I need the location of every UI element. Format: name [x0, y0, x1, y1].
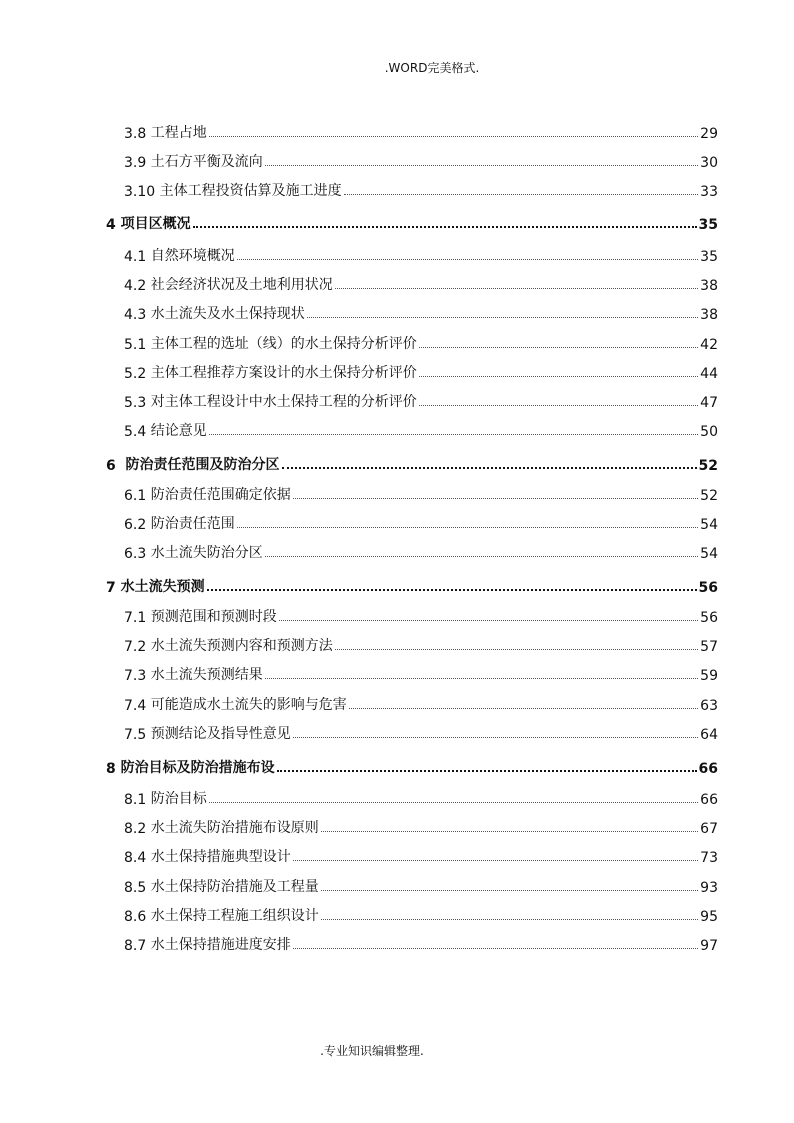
toc-section-entry[interactable]	[124, 511, 718, 533]
toc-entry-number: 5.1	[124, 337, 151, 353]
toc-dot-leader	[293, 859, 698, 861]
toc-entry-number: 8.6	[124, 909, 151, 925]
toc-dot-leader	[335, 287, 698, 289]
toc-entry-page-number: 93	[700, 880, 718, 896]
toc-dot-leader	[193, 225, 697, 228]
toc-entry-page-number: 64	[700, 727, 718, 743]
toc-entry-title: 结论意见	[150, 423, 207, 439]
toc-dot-leader	[344, 193, 699, 195]
toc-entry-number: 6.3	[124, 546, 151, 562]
toc-dot-leader	[419, 404, 698, 406]
toc-entry-title: 水土保持工程施工组织设计	[150, 908, 319, 924]
toc-dot-leader	[419, 346, 698, 348]
toc-entry-page-number: 66	[698, 761, 718, 777]
toc-entry-number: 8.7	[124, 938, 151, 954]
toc-entry-number: 5.2	[124, 366, 151, 382]
toc-entry-number: 5.3	[124, 395, 151, 411]
toc-section-entry[interactable]	[124, 243, 718, 265]
toc-entry-title: 水土流失预测结果	[150, 667, 263, 683]
toc-chapter-entry[interactable]	[106, 755, 718, 777]
toc-dot-leader	[419, 375, 698, 377]
page-header: .WORD完美格式.	[384, 61, 480, 75]
toc-entry-title: 对主体工程设计中水土保持工程的分析评价	[150, 394, 417, 410]
toc-entry-page-number: 52	[698, 458, 718, 474]
toc-entry-title: 主体工程的选址（线）的水土保持分析评价	[150, 336, 417, 352]
toc-dot-leader	[209, 135, 698, 137]
toc-section-entry[interactable]	[124, 604, 718, 626]
toc-dot-leader	[237, 526, 698, 528]
toc-entry-page-number: 50	[700, 424, 718, 440]
toc-entry-page-number: 67	[700, 821, 718, 837]
toc-dot-leader	[209, 433, 698, 435]
toc-entry-number: 6.1	[124, 488, 151, 504]
toc-entry-page-number: 44	[700, 366, 718, 382]
toc-dot-leader	[293, 947, 698, 949]
toc-entry-number: 4	[106, 217, 121, 233]
toc-dot-leader	[265, 555, 698, 557]
toc-chapter-entry[interactable]	[106, 211, 718, 233]
toc-entry-page-number: 29	[700, 126, 718, 142]
toc-section-entry[interactable]	[124, 272, 718, 294]
page-footer: .专业知识编辑整理.	[320, 1044, 424, 1058]
toc-section-entry[interactable]	[124, 418, 718, 440]
toc-dot-leader	[293, 736, 698, 738]
toc-entry-page-number: 63	[700, 698, 718, 714]
toc-entry-page-number: 56	[700, 610, 718, 626]
toc-section-entry[interactable]	[124, 301, 718, 323]
toc-entry-page-number: 66	[700, 792, 718, 808]
toc-entry-number: 8.2	[124, 821, 151, 837]
toc-section-entry[interactable]	[124, 662, 718, 684]
toc-entry-title: 防治目标	[150, 791, 207, 807]
toc-entry-title: 水土流失预测内容和预测方法	[150, 638, 333, 654]
toc-entry-number: 7.4	[124, 698, 151, 714]
toc-entry-number: 7.1	[124, 610, 151, 626]
toc-dot-leader	[237, 258, 698, 260]
toc-section-entry[interactable]	[124, 178, 718, 200]
toc-chapter-entry[interactable]	[106, 452, 718, 474]
toc-entry-page-number: 54	[700, 517, 718, 533]
toc-entry-page-number: 33	[700, 184, 718, 200]
toc-entry-number: 3.10	[124, 184, 160, 200]
toc-entry-title: 水土流失预测	[120, 579, 205, 595]
toc-dot-leader	[335, 648, 698, 650]
toc-entry-title: 自然环境概况	[150, 248, 235, 264]
toc-entry-number: 7	[106, 580, 121, 596]
toc-entry-number: 8.1	[124, 792, 151, 808]
toc-entry-page-number: 47	[700, 395, 718, 411]
toc-entry-title: 水土流失防治措施布设原则	[150, 820, 319, 836]
toc-section-entry[interactable]	[124, 874, 718, 896]
toc-section-entry[interactable]	[124, 786, 718, 808]
toc-dot-leader	[265, 164, 698, 166]
toc-entry-title: 防治目标及防治措施布设	[120, 760, 275, 776]
toc-entry-number: 3.9	[124, 155, 151, 171]
toc-section-entry[interactable]	[124, 149, 718, 171]
toc-entry-title: 项目区概况	[120, 216, 191, 232]
toc-entry-number: 4.1	[124, 249, 151, 265]
toc-entry-page-number: 52	[700, 488, 718, 504]
toc-entry-title: 水土流失及水土保持现状	[150, 306, 305, 322]
toc-entry-page-number: 54	[700, 546, 718, 562]
toc-entry-title: 预测结论及指导性意见	[150, 726, 291, 742]
toc-entry-title: 水土保持防治措施及工程量	[150, 879, 319, 895]
toc-entry-page-number: 38	[700, 278, 718, 294]
toc-section-entry[interactable]	[124, 633, 718, 655]
toc-entry-page-number: 56	[698, 580, 718, 596]
toc-entry-title: 水土流失防治分区	[150, 545, 263, 561]
toc-dot-leader	[277, 769, 697, 772]
toc-section-entry[interactable]	[124, 815, 718, 837]
toc-dot-leader	[265, 677, 698, 679]
toc-entry-page-number: 73	[700, 850, 718, 866]
toc-entry-page-number: 59	[700, 668, 718, 684]
toc-entry-number: 7.2	[124, 639, 151, 655]
toc-section-entry[interactable]	[124, 482, 718, 504]
toc-entry-page-number: 35	[698, 217, 718, 233]
toc-entry-title: 主体工程投资估算及施工进度	[159, 183, 342, 199]
toc-entry-title: 预测范围和预测时段	[150, 609, 277, 625]
toc-dot-leader	[321, 830, 698, 832]
toc-entry-page-number: 42	[700, 337, 718, 353]
toc-dot-leader	[321, 918, 698, 920]
toc-entry-page-number: 95	[700, 909, 718, 925]
toc-dot-leader	[307, 316, 698, 318]
toc-dot-leader	[321, 889, 698, 891]
toc-entry-title: 水土保持措施进度安排	[150, 937, 291, 953]
toc-dot-leader	[207, 588, 697, 591]
toc-entry-page-number: 38	[700, 307, 718, 323]
toc-dot-leader	[282, 466, 697, 469]
toc-dot-leader	[279, 619, 698, 621]
toc-entry-title: 工程占地	[150, 125, 207, 141]
toc-dot-leader	[209, 801, 698, 803]
toc-entry-number: 8.4	[124, 850, 151, 866]
toc-entry-title: 水土保持措施典型设计	[150, 849, 291, 865]
toc-entry-page-number: 97	[700, 938, 718, 954]
toc-dot-leader	[293, 497, 698, 499]
toc-dot-leader	[349, 707, 698, 709]
toc-entry-number: 8	[106, 761, 121, 777]
toc-entry-page-number: 35	[700, 249, 718, 265]
toc-entry-title: 防治责任范围确定依据	[150, 487, 291, 503]
toc-entry-number: 8.5	[124, 880, 151, 896]
toc-section-entry[interactable]	[124, 540, 718, 562]
toc-section-entry[interactable]	[124, 389, 718, 411]
toc-entry-page-number: 30	[700, 155, 718, 171]
toc-section-entry[interactable]	[124, 844, 718, 866]
toc-entry-number: 7.3	[124, 668, 151, 684]
toc-section-entry[interactable]	[124, 903, 718, 925]
toc-entry-page-number: 57	[700, 639, 718, 655]
toc-entry-title: 主体工程推荐方案设计的水土保持分析评价	[150, 365, 417, 381]
toc-entry-number: 6.2	[124, 517, 151, 533]
toc-entry-title: 防治责任范围及防治分区	[125, 457, 280, 473]
toc-section-entry[interactable]	[124, 692, 718, 714]
toc-entry-number: 5.4	[124, 424, 151, 440]
toc-section-entry[interactable]	[124, 360, 718, 382]
toc-entry-title: 土石方平衡及流向	[150, 154, 263, 170]
toc-entry-number: 4.2	[124, 278, 151, 294]
toc-entry-title: 可能造成水土流失的影响与危害	[150, 697, 347, 713]
toc-section-entry[interactable]	[124, 120, 718, 142]
toc-section-entry[interactable]	[124, 331, 718, 353]
toc-section-entry[interactable]	[124, 932, 718, 954]
toc-section-entry[interactable]	[124, 721, 718, 743]
toc-entry-number: 6	[106, 458, 126, 474]
toc-entry-number: 3.8	[124, 126, 151, 142]
toc-entry-title: 防治责任范围	[150, 516, 235, 532]
toc-entry-title: 社会经济状况及土地利用状况	[150, 277, 333, 293]
toc-entry-number: 4.3	[124, 307, 151, 323]
toc-chapter-entry[interactable]	[106, 574, 718, 596]
toc-entry-number: 7.5	[124, 727, 151, 743]
